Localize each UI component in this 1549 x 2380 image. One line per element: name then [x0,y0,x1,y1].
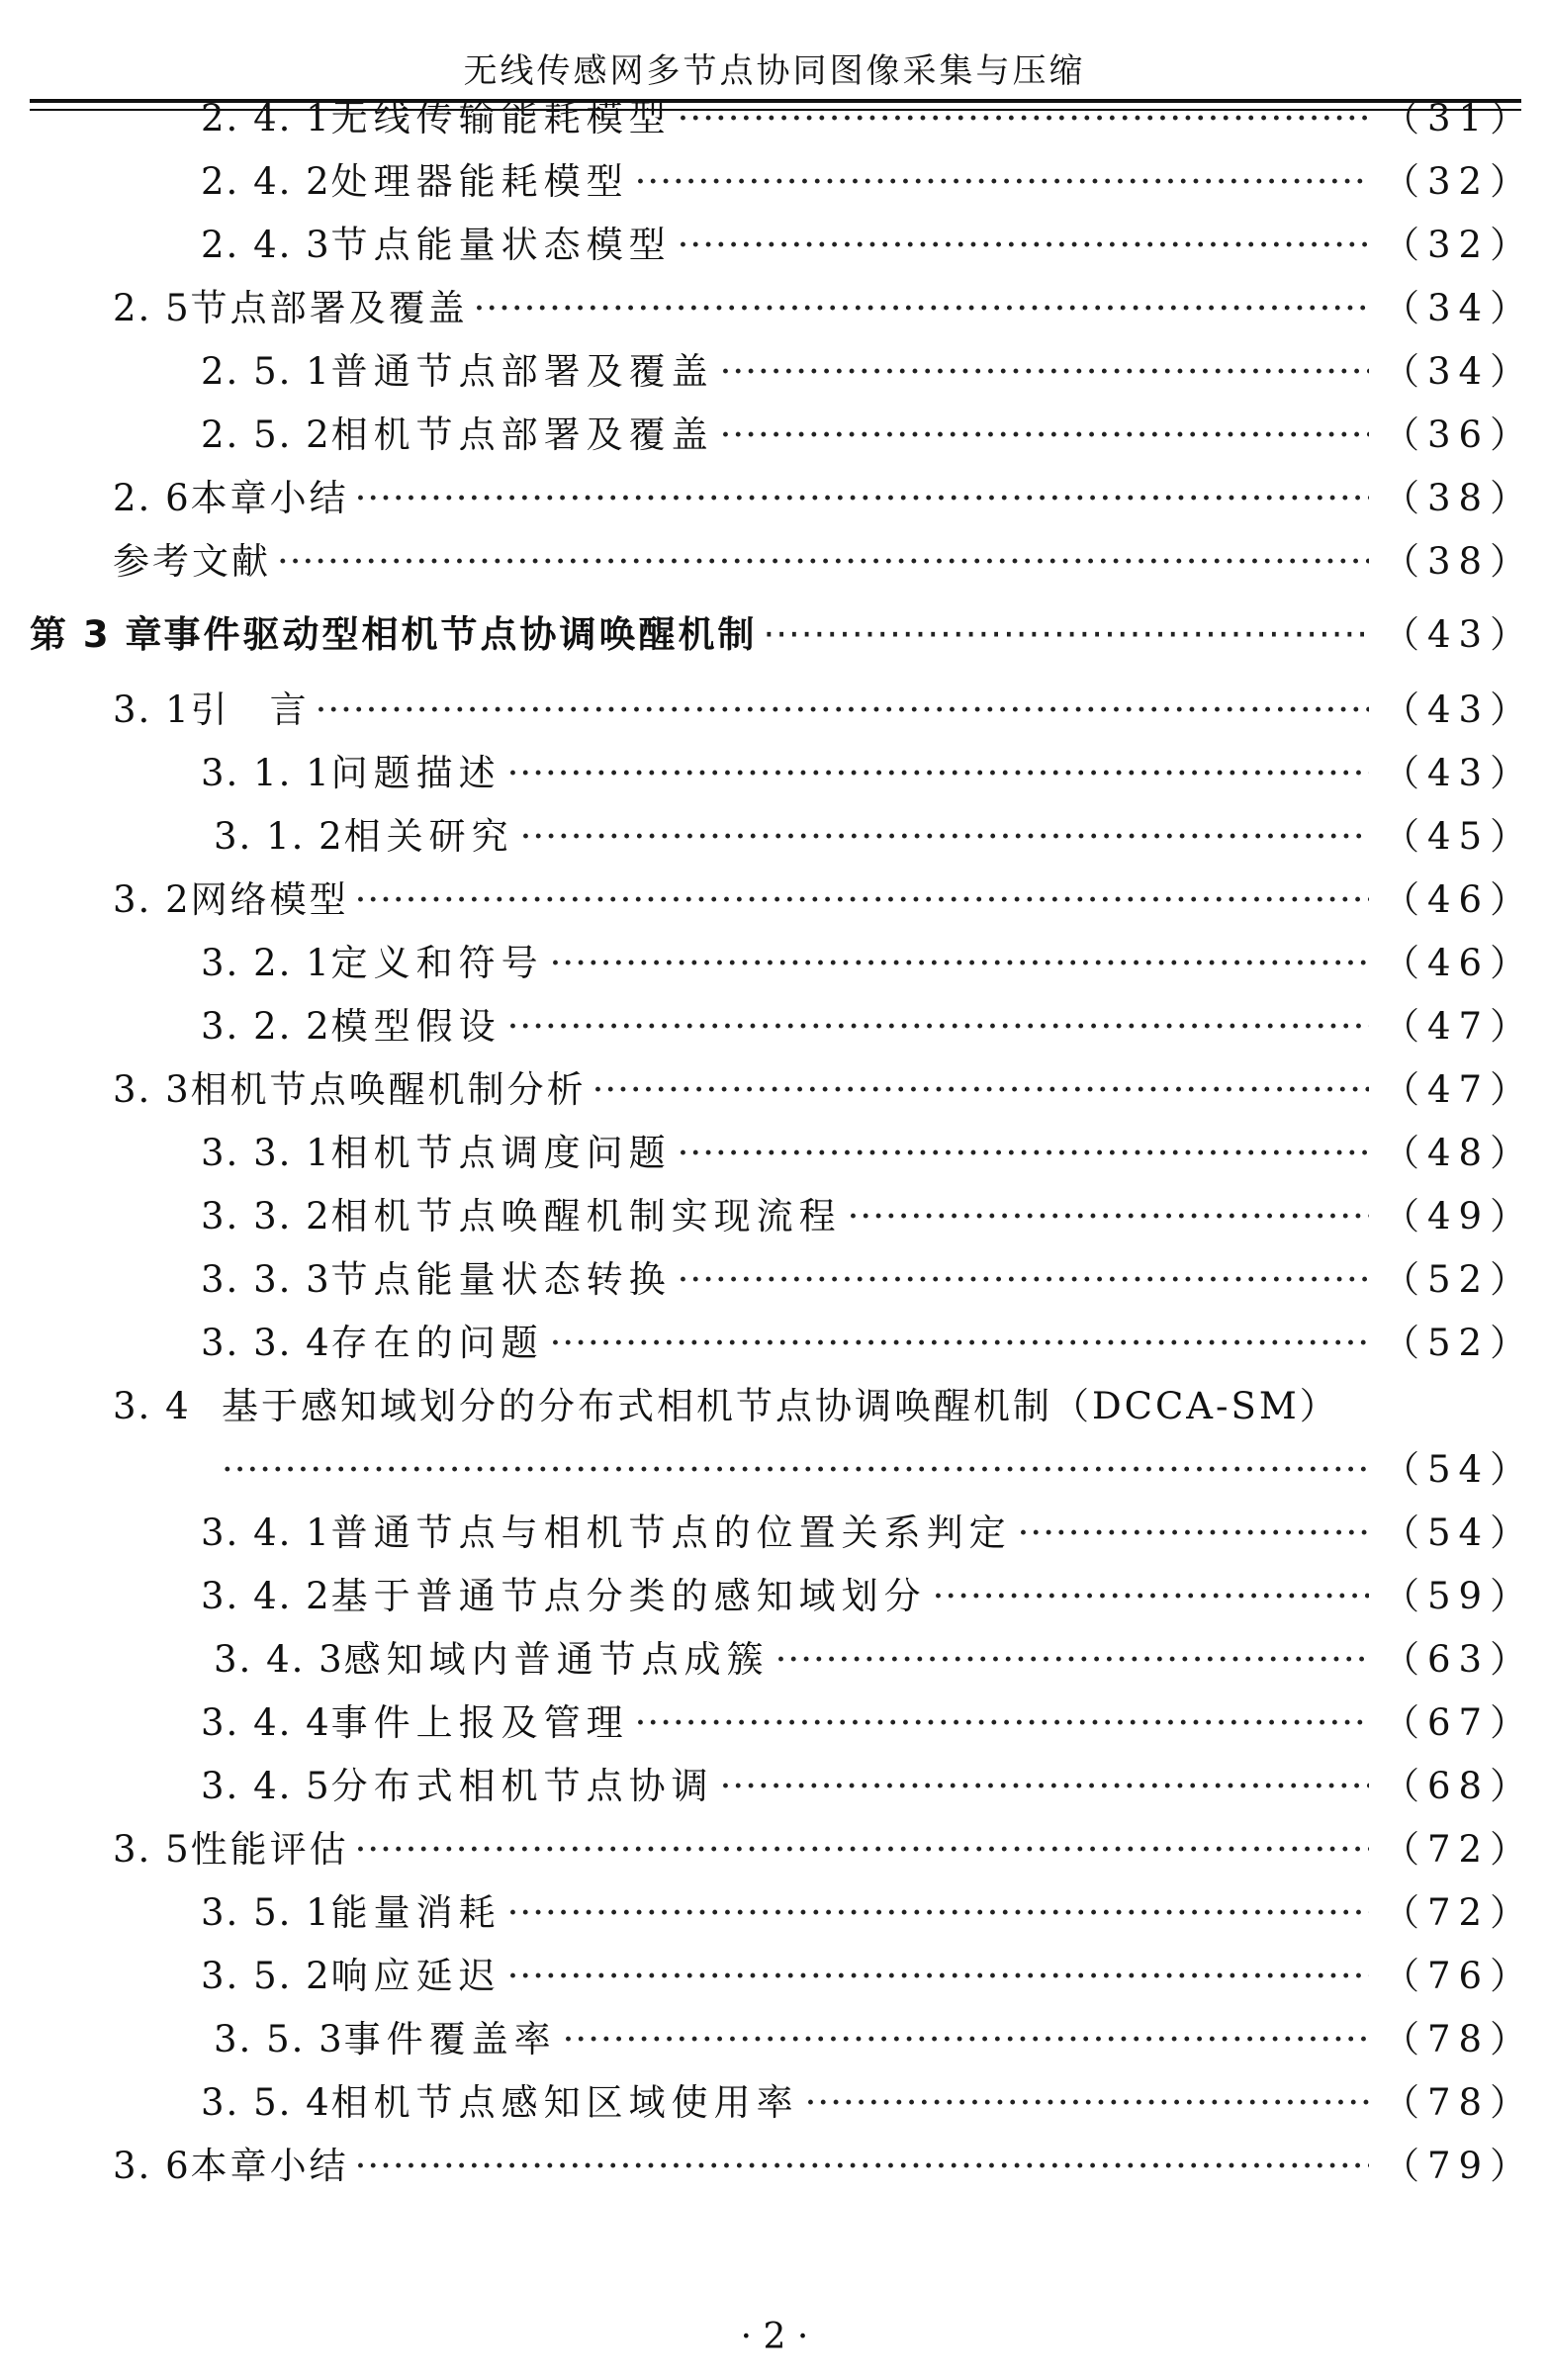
toc-chapter-number: 第 3 章 [30,613,164,656]
toc-entry-page: （59） [1383,1575,1535,1617]
toc-entry-page: （78） [1383,2081,1535,2124]
toc-entry-page: （34） [1383,350,1535,393]
toc-entry[interactable] [113,2137,1535,2196]
toc-entry-number: 3. 4. 5 [201,1765,331,1807]
toc-entry-references[interactable] [113,532,1535,592]
toc-entry-page: （67） [1383,1701,1535,1744]
toc-entry-number: 3. 1 [113,688,191,731]
toc-entry-page: （43） [1383,752,1535,794]
toc-entry-number: 3. 2 [113,878,191,921]
dot-leader [635,152,1369,212]
toc-entry[interactable] [201,406,1535,465]
toc-entry[interactable] [201,1883,1535,1943]
toc-entry-title: 相机节点唤醒机制分析 [190,1068,587,1111]
dot-leader [550,934,1369,993]
toc-entry-number: 3. 4. 1 [201,1511,331,1554]
dot-leader [678,1124,1369,1183]
dot-leader [507,997,1369,1056]
dot-leader [933,1567,1369,1626]
toc-entry-title: 节点能量状态模型 [330,224,672,266]
toc-entry-page: （47） [1383,1005,1535,1048]
dot-leader [507,1947,1369,2006]
toc-entry-title: 问题描述 [330,752,501,794]
toc-entry-title: 基于感知域划分的分布式相机节点协调唤醒机制（DCCA-SM） [222,1385,1339,1427]
toc-entry-number: 3. 3. 3 [201,1258,331,1301]
toc-entry-title: 普通节点与相机节点的位置关系判定 [330,1511,1012,1554]
dot-leader [355,1820,1369,1879]
toc-entry-title: 性能评估 [190,1828,349,1871]
toc-entry[interactable] [201,934,1535,993]
toc-entry-page: （68） [1383,1765,1535,1807]
toc-entry-number: 2. 5. 2 [201,413,331,456]
toc-entry[interactable] [201,1504,1535,1563]
toc-entry-number: 3. 3. 2 [201,1195,331,1237]
toc-entry-number: 3. 3. 1 [201,1132,331,1174]
toc-entry[interactable] [214,807,1535,867]
toc-entry-title: 相机节点唤醒机制实现流程 [330,1195,842,1237]
toc-entry-page: （54） [1383,1448,1535,1491]
toc-entry[interactable] [113,469,1535,528]
toc-entry-number: 3. 6 [113,2145,191,2187]
dot-leader [720,342,1369,402]
dot-leader [805,2073,1369,2133]
toc-chapter-title: 事件驱动型相机节点协调唤醒机制 [163,613,758,656]
dot-leader [678,1250,1369,1310]
dot-leader [507,744,1369,803]
dot-leader [563,2010,1369,2069]
toc-entry-page: （46） [1383,878,1535,921]
toc-entry[interactable] [113,870,1535,930]
toc-entry-number: 3. 3. 4 [201,1322,331,1364]
toc-entry[interactable] [201,152,1535,212]
dot-leader [474,279,1369,338]
toc-entry-page: （38） [1383,540,1535,583]
dot-leader [222,1440,1369,1500]
toc-entry[interactable] [201,1693,1535,1753]
toc-entry-title: 能量消耗 [330,1891,501,1934]
dot-leader [720,1757,1369,1816]
toc-entry-title: 事件覆盖率 [343,2018,557,2060]
toc-entry[interactable] [201,1250,1535,1310]
toc-entry-title: 节点能量状态转换 [330,1258,672,1301]
toc-entry-number: 3. 4. 3 [214,1638,344,1681]
toc-entry[interactable] [201,997,1535,1056]
toc-entry[interactable] [201,2073,1535,2133]
toc-entry-page: （46） [1383,942,1535,984]
toc-entry-page: （43） [1383,688,1535,731]
dot-leader [764,605,1369,665]
dot-leader [720,406,1369,465]
toc-entry-title: 本章小结 [190,477,349,519]
toc-entry[interactable] [201,744,1535,803]
dot-leader [520,807,1369,867]
toc-entry-number: 3. 5. 4 [201,2081,331,2124]
dot-leader [316,681,1369,740]
toc-entry-wrapped-line1[interactable] [113,1377,1511,1436]
toc-entry-title: 存在的问题 [330,1322,544,1364]
toc-entry-title: 引 言 [190,688,310,731]
dot-leader [355,870,1369,930]
toc-entry-number: 3. 1. 1 [201,752,331,794]
dot-leader [507,1883,1369,1943]
toc-entry-title: 分布式相机节点协调 [330,1765,714,1807]
toc-entry[interactable] [113,1060,1535,1120]
toc-entry-number: 3. 5 [113,1828,191,1871]
running-title: 无线传感网多节点协同图像采集与压缩 [463,51,1086,91]
toc-entry[interactable] [113,1820,1535,1879]
toc-entry[interactable] [201,89,1535,148]
toc-entry-page: （72） [1383,1891,1535,1934]
dot-leader [592,1060,1369,1120]
dot-leader [355,2137,1369,2196]
toc-entry-number: 2. 4. 1 [201,97,331,139]
toc-chapter-entry[interactable] [30,605,1535,665]
toc-entry[interactable] [214,1630,1535,1690]
toc-entry[interactable] [201,342,1535,402]
toc-entry[interactable] [201,1187,1535,1246]
toc-entry-number: 3. 1. 2 [214,815,344,858]
page-number: · 2 · [740,2317,809,2357]
toc-entry-number: 2. 6 [113,477,191,519]
toc-entry-title: 定义和符号 [330,942,544,984]
toc-entry-title: 相关研究 [343,815,514,858]
dot-leader [678,89,1369,148]
toc-entry-page: （78） [1383,2018,1535,2060]
toc-entry-page: （76） [1383,1955,1535,1997]
toc-entry-title: 响应延迟 [330,1955,501,1997]
toc-entry-number: 2. 5. 1 [201,350,331,393]
dot-leader [775,1630,1369,1690]
toc-entry-wrapped-line2[interactable] [222,1440,1535,1500]
toc-entry-title: 相机节点部署及覆盖 [330,413,714,456]
toc-entry-number: 3. 4 [113,1385,191,1427]
dot-leader [678,216,1369,275]
toc-entry-number: 3. 2. 1 [201,942,331,984]
toc-entry-title: 参考文献 [113,540,271,583]
toc-entry-page: （72） [1383,1828,1535,1871]
toc-entry-page: （52） [1383,1322,1535,1364]
toc-entry-title: 基于普通节点分类的感知域划分 [330,1575,927,1617]
toc-entry-page: （49） [1383,1195,1535,1237]
toc-entry-page: （79） [1383,2145,1535,2187]
toc-entry-page: （52） [1383,1258,1535,1301]
toc-entry[interactable] [201,216,1535,275]
toc-entry-number: 3. 4. 2 [201,1575,331,1617]
toc-entry-number: 3. 5. 2 [201,1955,331,1997]
toc-entry-title: 无线传输能耗模型 [330,97,672,139]
toc-entry-number: 3. 5. 3 [214,2018,344,2060]
dot-leader [277,532,1369,592]
toc-entry-page: （63） [1383,1638,1535,1681]
toc-entry-number: 3. 3 [113,1068,191,1111]
toc-entry-title: 网络模型 [190,878,349,921]
toc-entry-page: （43） [1383,613,1535,656]
toc-entry[interactable] [113,279,1535,338]
toc-entry-title: 相机节点感知区域使用率 [330,2081,799,2124]
dot-leader [355,469,1369,528]
dot-leader [550,1314,1369,1373]
toc-entry-title: 感知域内普通节点成簇 [343,1638,770,1681]
toc-entry-page: （31） [1383,97,1535,139]
toc-entry-title: 相机节点调度问题 [330,1132,672,1174]
toc-entry-number: 3. 5. 1 [201,1891,331,1934]
toc-entry-page: （38） [1383,477,1535,519]
dot-leader [635,1693,1369,1753]
dot-leader [848,1187,1369,1246]
toc-entry[interactable] [201,1567,1535,1626]
toc-entry-number: 2. 5 [113,287,191,329]
toc-entry-page: （54） [1383,1511,1535,1554]
toc-entry[interactable] [201,1314,1535,1373]
toc-entry-title: 本章小结 [190,2145,349,2187]
toc-entry-title: 模型假设 [330,1005,501,1048]
toc-entry-number: 3. 4. 4 [201,1701,331,1744]
toc-entry-title: 节点部署及覆盖 [190,287,468,329]
toc-entry-number: 2. 4. 2 [201,160,331,203]
toc-entry-page: （32） [1383,224,1535,266]
toc-entry-title: 事件上报及管理 [330,1701,629,1744]
toc-entry[interactable] [201,1947,1535,2006]
toc-entry-number: 3. 2. 2 [201,1005,331,1048]
toc-entry[interactable] [201,1757,1535,1816]
toc-entry-title: 处理器能耗模型 [330,160,629,203]
toc-entry[interactable] [113,681,1535,740]
toc-entry[interactable] [214,2010,1535,2069]
dot-leader [1018,1504,1369,1563]
toc-entry[interactable] [201,1124,1535,1183]
toc-entry-page: （45） [1383,815,1535,858]
toc-entry-page: （47） [1383,1068,1535,1111]
toc-entry-title: 普通节点部署及覆盖 [330,350,714,393]
toc-entry-page: （36） [1383,413,1535,456]
toc-entry-page: （34） [1383,287,1535,329]
toc-entry-page: （48） [1383,1132,1535,1174]
toc-entry-page: （32） [1383,160,1535,203]
toc-entry-number: 2. 4. 3 [201,224,331,266]
